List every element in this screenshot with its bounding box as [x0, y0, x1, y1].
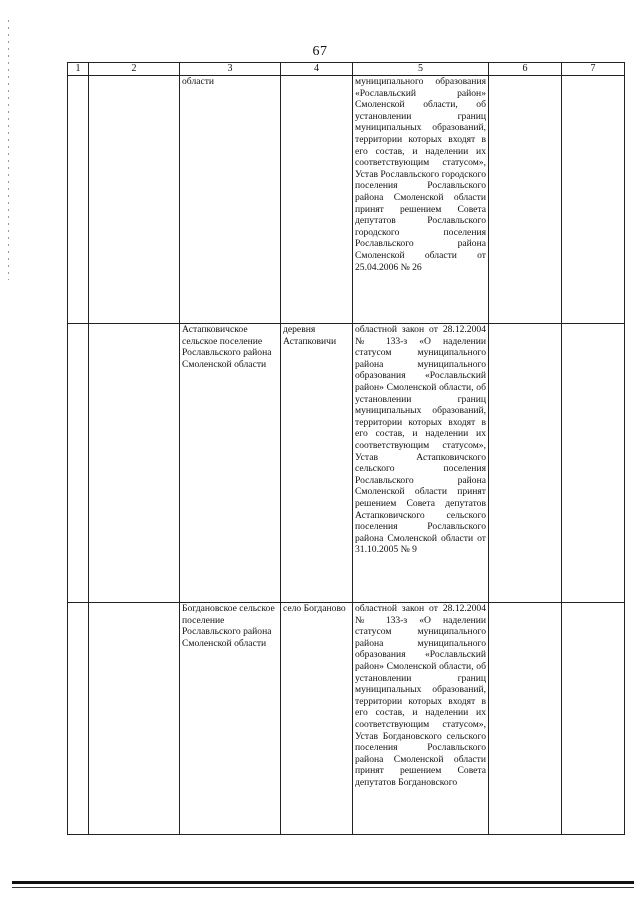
- scan-bottom-edge: [12, 881, 634, 884]
- table-row: [68, 76, 625, 324]
- cell-municipality: области: [180, 76, 281, 324]
- table-row: [68, 603, 625, 835]
- column-header-6: 6: [489, 63, 562, 76]
- cell-center: деревня Астапковичи: [281, 324, 353, 603]
- table-row: [68, 324, 625, 603]
- cell-col6: [489, 324, 562, 603]
- cell-col2: [89, 324, 180, 603]
- cell-municipality: Астапковичское сельское поселение Рославльского района Смоленской области: [180, 324, 281, 603]
- header-row: [68, 63, 625, 76]
- column-header-3: 3: [180, 63, 281, 76]
- cell-center: село Богданово: [281, 603, 353, 835]
- column-header-1: 1: [68, 63, 89, 76]
- column-header-4: 4: [281, 63, 353, 76]
- cell-legal-basis: областной закон от 28.12.2004 № 133-з «О наделении статусом муниципального района муниципального образования «Рославльский район» Смоленской области, об установлении границ муниципальных образований, территории которых входят в его состав, и наделении их соответствующим статусом», Устав Астапковичского сельского поселения Рославльского района Смоленской области принят решением Совета депутатов Астапковичского сельского поселения Рославльского района Смоленской области от 31.10.2005 № 9: [353, 324, 489, 603]
- cell-col6: [489, 603, 562, 835]
- registry-table: [67, 62, 625, 835]
- cell-center: [281, 76, 353, 324]
- cell-number: [68, 76, 89, 324]
- cell-col7: [562, 76, 625, 324]
- page-number: 67: [312, 44, 328, 59]
- cell-col7: [562, 603, 625, 835]
- cell-col6: [489, 76, 562, 324]
- cell-col2: [89, 603, 180, 835]
- scan-bottom-edge-thin: [12, 887, 634, 888]
- cell-col2: [89, 76, 180, 324]
- cell-col7: [562, 324, 625, 603]
- column-header-5: 5: [353, 63, 489, 76]
- cell-legal-basis: областной закон от 28.12.2004 № 133-з «О наделении статусом муниципального района муниципального образования «Рославльский район» Смоленской области, об установлении границ муниципальных образований, территории которых входят в его состав, и наделении их соответствующим статусом», Устав Богдановского сельского поселения Рославльского района Смоленской области принят решением Совета депутатов Богдановского: [353, 603, 489, 835]
- column-header-7: 7: [562, 63, 625, 76]
- cell-municipality: Богдановское сельское поселение Рославльского района Смоленской области: [180, 603, 281, 835]
- cell-number: [68, 603, 89, 835]
- column-header-2: 2: [89, 63, 180, 76]
- cell-number: [68, 324, 89, 603]
- cell-legal-basis: муниципального образования «Рославльский район» Смоленской области, об установлении границ муниципальных образований, территории которых входят в его состав, и наделении их соответствующим статусом», Устав Рославльского городского поселения Рославльского района Смоленской области принят решением Совета депутатов Рославльского городского поселения Рославльского района Смоленской области от 25.04.2006 № 26: [353, 76, 489, 324]
